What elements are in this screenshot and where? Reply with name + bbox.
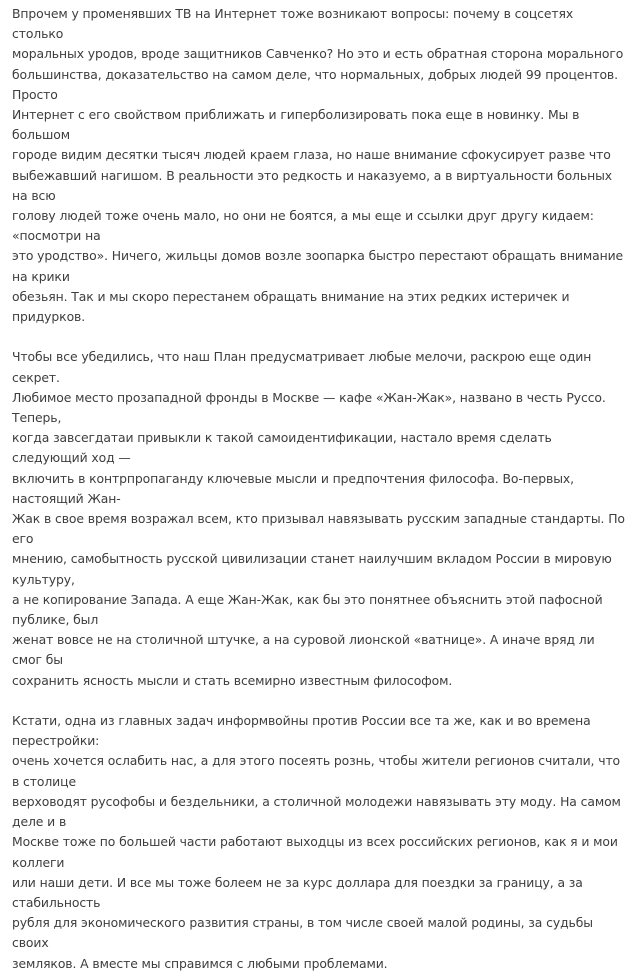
article-paragraph-2: Чтобы все убедились, что наш План предусматривает любые мелочи, раскрою еще один секрет. Любимое место прозападной фронды в Москве — кафе «Жан-Жак», названо в честь Руссо. Теперь, когда завсегдатаи привыкли к такой самоидентификации, настало время сделать следующий ход — включить в контрпропаганду ключевые мысли и предпочтения философа. Во-первых, настоящий Жан- Жак в свое время возражал всем, кто призывал навязывать русским западные стандарты. По его мнению, самобытность русской цивилизации станет наилучшим вкладом России в мировую культуру, а не копирование Запада. А еще Жан-Жак, как бы это понятнее объяснить этой пафосной публике, был женат вовсе не на столичной штучке, а на суровой лионской «ватнице». А иначе вряд ли смог бы сохранить ясность мысли и стать всемирно известным философом. xyxy=(12,349,625,688)
article-body xyxy=(12,4,628,974)
article-paragraph-3: Кстати, одна из главных задач информвойны против России все та же, как и во времена перестройки: очень хочется ослабить нас, а для этого посеять рознь, чтобы жители регионов считали, что в столице верховодят русофобы и бездельники, а столичной молодежи навязывать эту моду. На самом деле и в Москве тоже по большей части работают выходцы из всех российских регионов, как я и мои коллеги или наши дети. И все мы тоже болеем не за курс доллара для поездки за границу, а за стабильность рубля для экономического развития страны, в том числе своей малой родины, за судьбы своих земляков. А вместе мы справимся с любыми проблемами. xyxy=(12,713,621,971)
article-paragraph-1: Впрочем у променявших ТВ на Интернет тоже возникают вопросы: почему в соцсетях столько моральных уродов, вроде защитников Савченко? Но это и есть обратная сторона морального большинства, доказательство на самом деле, что нормальных, добрых людей 99 процентов. Просто Интернет с его свойством приближать и гиперболизировать пока еще в новинку. Мы в большом городе видим десятки тысяч людей краем глаза, но наше внимание сфокусирует разве что выбежавший нагишом. В реальности это редкость и наказуемо, а в виртуальности больных на всю голову людей тоже очень мало, но они не боятся, а мы еще и ссылки друг другу кидаем: «посмотри на это уродство». Ничего, жильцы домов возле зоопарка быстро перестают обращать внимание на крики обезьян. Так и мы скоро перестанем обращать внимание на этих редких истеричек и придурков. xyxy=(12,6,624,325)
